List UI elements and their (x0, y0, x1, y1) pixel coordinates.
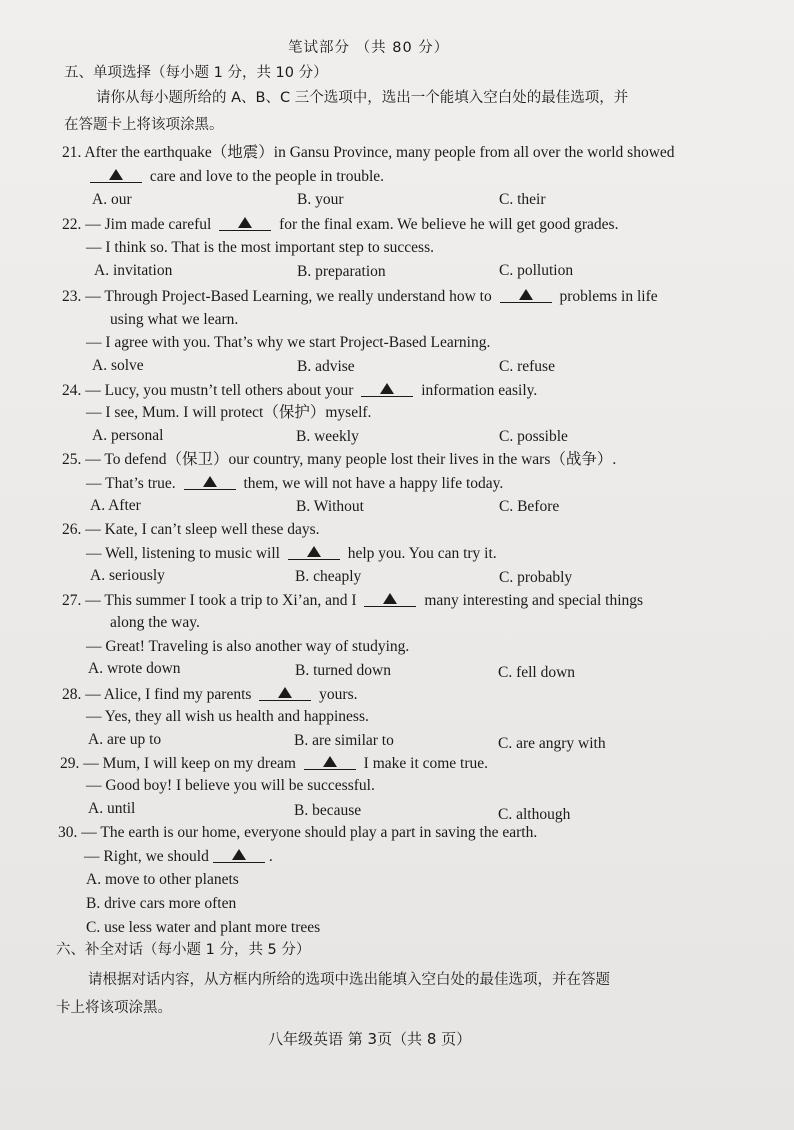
option-b: B. drive cars more often (86, 895, 237, 912)
question-29-line2: — Good boy! I believe you will be successful. (86, 777, 375, 794)
option-a: A. After (90, 497, 141, 514)
option-b: B. because (294, 802, 362, 819)
option-c: C. fell down (498, 664, 576, 681)
question-29-line1 (60, 753, 488, 774)
answer-blank (259, 684, 311, 701)
question-text: care and love to the people in trouble. (149, 168, 385, 185)
question-text: problems in life (559, 288, 658, 305)
question-24-line2: — I see, Mum. I will protect（保护）myself. (86, 404, 372, 421)
option-c: C. their (499, 191, 546, 208)
question-23-line1 (62, 286, 658, 307)
option-a: A. personal (92, 427, 164, 444)
question-text: — To defend（保卫）our country, many people lost their lives in the wars（战争）. (85, 451, 617, 468)
question-27-line3: — Great! Traveling is also another way of studying. (86, 638, 410, 655)
section-5-instruction-cont: 在答题卡上将该项涂黑。 (64, 117, 224, 133)
option-a: A. are up to (88, 731, 162, 748)
option-b: B. preparation (297, 263, 386, 280)
question-text: — The earth is our home, everyone should play a part in saving the earth. (81, 824, 538, 841)
answer-blank (213, 846, 265, 863)
question-text: help you. You can try it. (347, 545, 497, 562)
question-30-line1 (58, 823, 537, 843)
question-28-line2: — Yes, they all wish us health and happiness. (86, 708, 369, 725)
triangle-icon (307, 546, 321, 557)
question-21-line1 (62, 143, 675, 163)
question-number: 25. (62, 451, 82, 468)
answer-blank (219, 214, 271, 231)
question-number: 29. (60, 755, 80, 772)
question-number: 24. (62, 382, 82, 399)
question-text: I make it come true. (363, 755, 489, 772)
question-text: — Mum, I will keep on my dream (83, 755, 296, 772)
triangle-icon (519, 289, 533, 300)
question-number: 22. (62, 216, 82, 233)
question-22-line2: — I think so. That is the most important step to success. (86, 239, 435, 256)
question-text: — Jim made careful (85, 216, 212, 233)
page-title: 笔试部分 （共 80 分） (288, 40, 450, 56)
triangle-icon (109, 169, 123, 180)
question-text: — Well, listening to music will (86, 545, 280, 562)
question-25-line1 (62, 450, 616, 470)
question-number: 26. (62, 521, 82, 538)
question-27-line2: along the way. (110, 614, 200, 631)
option-b: B. are similar to (294, 732, 394, 749)
question-25-line2 (86, 473, 503, 494)
option-c: C. refuse (499, 358, 555, 375)
question-number: 21. (62, 144, 82, 161)
question-text: information easily. (421, 382, 538, 399)
option-b: B. Without (296, 498, 364, 515)
question-26-line2 (86, 543, 497, 564)
triangle-icon (383, 593, 397, 604)
question-30-line2 (84, 846, 273, 867)
question-text: — Alice, I find my parents (85, 686, 252, 703)
option-a: A. solve (92, 357, 144, 374)
option-b: B. advise (297, 358, 355, 375)
answer-blank (500, 286, 552, 303)
question-number: 23. (62, 288, 82, 305)
option-b: B. your (297, 191, 344, 208)
answer-blank (364, 590, 416, 607)
triangle-icon (232, 849, 246, 860)
question-text: — Right, we should (84, 848, 209, 865)
question-text: After the earthquake（地震）in Gansu Province, many people from all over the world showed (84, 144, 675, 161)
option-a: A. seriously (90, 567, 165, 584)
question-text: them, we will not have a happy life today. (243, 475, 504, 492)
option-b: B. weekly (296, 428, 359, 445)
page-footer: 八年级英语 第 3页（共 8 页） (268, 1030, 472, 1048)
question-24-line1 (62, 380, 537, 401)
option-c: C. although (498, 806, 571, 823)
triangle-icon (203, 476, 217, 487)
option-c: C. are angry with (498, 735, 606, 752)
option-a: A. our (92, 191, 132, 208)
option-a: A. wrote down (88, 660, 181, 677)
question-23-line3: — I agree with you. That’s why we start Project-Based Learning. (86, 334, 491, 351)
option-c: C. probably (499, 569, 573, 586)
triangle-icon (278, 687, 292, 698)
option-c: C. use less water and plant more trees (86, 919, 321, 936)
option-c: C. Before (499, 498, 560, 515)
option-b: B. cheaply (295, 568, 362, 585)
question-23-line2: using what we learn. (110, 311, 239, 328)
question-22-line1 (62, 214, 618, 235)
question-text: — Kate, I can’t sleep well these days. (85, 521, 320, 538)
option-c: C. possible (499, 428, 568, 445)
triangle-icon (323, 756, 337, 767)
answer-blank (361, 380, 413, 397)
answer-blank (288, 543, 340, 560)
triangle-icon (238, 217, 252, 228)
section-5-instruction: 请你从每小题所给的 A、B、C 三个选项中，选出一个能填入空白处的最佳选项，并 (96, 90, 629, 106)
question-number: 30. (58, 824, 78, 841)
answer-blank (184, 473, 236, 490)
question-number: 28. (62, 686, 82, 703)
question-27-line1 (62, 590, 643, 611)
question-text: for the final exam. We believe he will get good grades. (279, 216, 619, 233)
question-text: — Through Project-Based Learning, we really understand how to (85, 288, 492, 305)
question-text: — Lucy, you mustn’t tell others about your (85, 382, 354, 399)
question-text: — This summer I took a trip to Xi’an, and I (85, 592, 357, 609)
section-6-heading: 六、补全对话（每小题 1 分，共 5 分） (56, 942, 311, 958)
question-text: yours. (319, 686, 358, 703)
question-26-line1 (62, 520, 320, 540)
question-28-line1 (62, 684, 357, 705)
answer-blank (90, 166, 142, 183)
triangle-icon (380, 383, 394, 394)
option-a: A. until (88, 800, 136, 817)
section-6-instruction: 请根据对话内容，从方框内所给的选项中选出能填入空白处的最佳选项，并在答题 (88, 972, 610, 988)
option-a: A. invitation (94, 262, 173, 279)
option-c: C. pollution (499, 262, 574, 279)
option-a: A. move to other planets (86, 871, 239, 888)
question-text: — That’s true. (86, 475, 176, 492)
option-b: B. turned down (295, 662, 392, 679)
question-number: 27. (62, 592, 82, 609)
question-text: . (268, 848, 273, 865)
answer-blank (304, 753, 356, 770)
section-5-heading: 五、单项选择（每小题 1 分，共 10 分） (64, 65, 328, 81)
question-text: many interesting and special things (424, 592, 644, 609)
section-6-instruction-cont: 卡上将该项涂黑。 (56, 1000, 172, 1016)
question-21-line2 (86, 166, 384, 187)
